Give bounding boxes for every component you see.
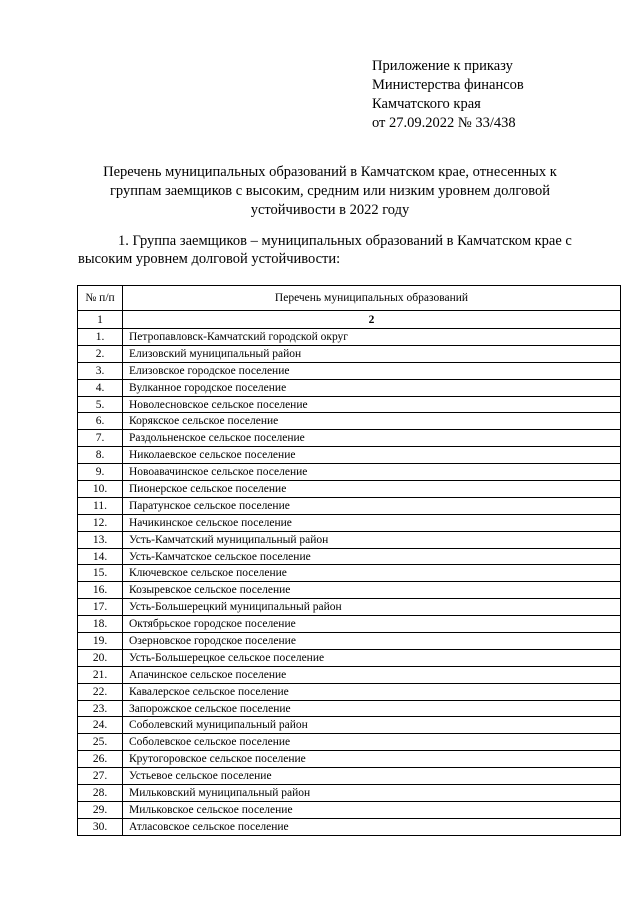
header-name: Перечень муниципальных образований (123, 286, 621, 311)
row-number: 7. (78, 430, 123, 447)
table-row (78, 582, 621, 599)
row-municipality-name: Козыревское сельское поселение (123, 582, 621, 599)
table-row (78, 734, 621, 751)
row-number: 20. (78, 649, 123, 666)
table-row (78, 666, 621, 683)
row-number: 24. (78, 717, 123, 734)
row-municipality-name: Атласовское сельское поселение (123, 818, 621, 835)
row-number: 9. (78, 464, 123, 481)
row-number: 17. (78, 599, 123, 616)
table-row (78, 329, 621, 346)
row-number: 22. (78, 683, 123, 700)
row-municipality-name: Петропавловск-Камчатский городской округ (123, 329, 621, 346)
table-row (78, 548, 621, 565)
table-row (78, 768, 621, 785)
row-number: 30. (78, 818, 123, 835)
row-municipality-name: Паратунское сельское поселение (123, 497, 621, 514)
row-number: 14. (78, 548, 123, 565)
row-number: 11. (78, 497, 123, 514)
table-row (78, 345, 621, 362)
table-row (78, 649, 621, 666)
table-row (78, 464, 621, 481)
appendix-line: Министерства финансов (372, 77, 524, 93)
table-row (78, 565, 621, 582)
appendix-block (372, 57, 524, 133)
row-municipality-name: Усть-Большерецкое сельское поселение (123, 649, 621, 666)
row-municipality-name: Начикинское сельское поселение (123, 514, 621, 531)
row-municipality-name: Октябрьское городское поселение (123, 616, 621, 633)
row-municipality-name: Кавалерское сельское поселение (123, 683, 621, 700)
row-number: 28. (78, 785, 123, 802)
appendix-line: Камчатского края (372, 96, 481, 112)
row-municipality-name: Вулканное городское поселение (123, 379, 621, 396)
row-municipality-name: Соболевское сельское поселение (123, 734, 621, 751)
row-number: 12. (78, 514, 123, 531)
table-row (78, 379, 621, 396)
appendix-line: от 27.09.2022 № 33/438 (372, 115, 516, 131)
column-number-1: 1 (78, 311, 123, 329)
row-municipality-name: Крутогоровское сельское поселение (123, 751, 621, 768)
row-number: 5. (78, 396, 123, 413)
table-row (78, 362, 621, 379)
row-number: 19. (78, 633, 123, 650)
row-number: 8. (78, 447, 123, 464)
row-municipality-name: Николаевское сельское поселение (123, 447, 621, 464)
table-row (78, 514, 621, 531)
row-number: 27. (78, 768, 123, 785)
row-municipality-name: Ключевское сельское поселение (123, 565, 621, 582)
row-municipality-name: Мильковский муниципальный район (123, 785, 621, 802)
row-municipality-name: Новолесновское сельское поселение (123, 396, 621, 413)
row-number: 6. (78, 413, 123, 430)
table-row (78, 700, 621, 717)
row-municipality-name: Елизовское городское поселение (123, 362, 621, 379)
appendix-line: Приложение к приказу (372, 58, 513, 74)
row-number: 25. (78, 734, 123, 751)
table-row (78, 413, 621, 430)
row-municipality-name: Соболевский муниципальный район (123, 717, 621, 734)
table-row (78, 616, 621, 633)
table-row (78, 751, 621, 768)
document-title: Перечень муниципальных образований в Камчатском крае, отнесенных к группам заемщиков с высоким, средним или низким уровнем долговой устойчивости в 2022 году (103, 164, 557, 218)
table-row (78, 531, 621, 548)
table-row (78, 447, 621, 464)
municipalities-table (77, 285, 621, 836)
row-municipality-name: Елизовский муниципальный район (123, 345, 621, 362)
row-municipality-name: Озерновское городское поселение (123, 633, 621, 650)
row-number: 10. (78, 481, 123, 498)
header-number: № п/п (78, 286, 123, 311)
row-municipality-name: Усть-Камчатское сельское поселение (123, 548, 621, 565)
row-number: 23. (78, 700, 123, 717)
table-row (78, 396, 621, 413)
row-number: 2. (78, 345, 123, 362)
table-row (78, 717, 621, 734)
table-row (78, 481, 621, 498)
row-municipality-name: Пионерское сельское поселение (123, 481, 621, 498)
table-row (78, 801, 621, 818)
group-heading: 1. Группа заемщиков – муниципальных образований в Камчатском крае с высоким уровнем долговой устойчивости: (78, 233, 572, 267)
row-number: 16. (78, 582, 123, 599)
table-row (78, 818, 621, 835)
row-municipality-name: Усть-Камчатский муниципальный район (123, 531, 621, 548)
row-number: 1. (78, 329, 123, 346)
row-number: 13. (78, 531, 123, 548)
row-municipality-name: Новоавачинское сельское поселение (123, 464, 621, 481)
row-municipality-name: Устьевое сельское поселение (123, 768, 621, 785)
row-municipality-name: Раздольненское сельское поселение (123, 430, 621, 447)
table-row (78, 497, 621, 514)
row-number: 4. (78, 379, 123, 396)
row-number: 21. (78, 666, 123, 683)
table-header-row (78, 286, 621, 311)
row-number: 26. (78, 751, 123, 768)
row-number: 3. (78, 362, 123, 379)
row-municipality-name: Апачинское сельское поселение (123, 666, 621, 683)
table-row (78, 785, 621, 802)
table-row (78, 683, 621, 700)
column-number-2: 2 (123, 311, 621, 329)
row-number: 29. (78, 801, 123, 818)
column-number-row (78, 311, 621, 329)
table-row (78, 430, 621, 447)
row-number: 15. (78, 565, 123, 582)
row-number: 18. (78, 616, 123, 633)
row-municipality-name: Усть-Большерецкий муниципальный район (123, 599, 621, 616)
table-row (78, 633, 621, 650)
table-row (78, 599, 621, 616)
row-municipality-name: Запорожское сельское поселение (123, 700, 621, 717)
row-municipality-name: Мильковское сельское поселение (123, 801, 621, 818)
row-municipality-name: Корякское сельское поселение (123, 413, 621, 430)
